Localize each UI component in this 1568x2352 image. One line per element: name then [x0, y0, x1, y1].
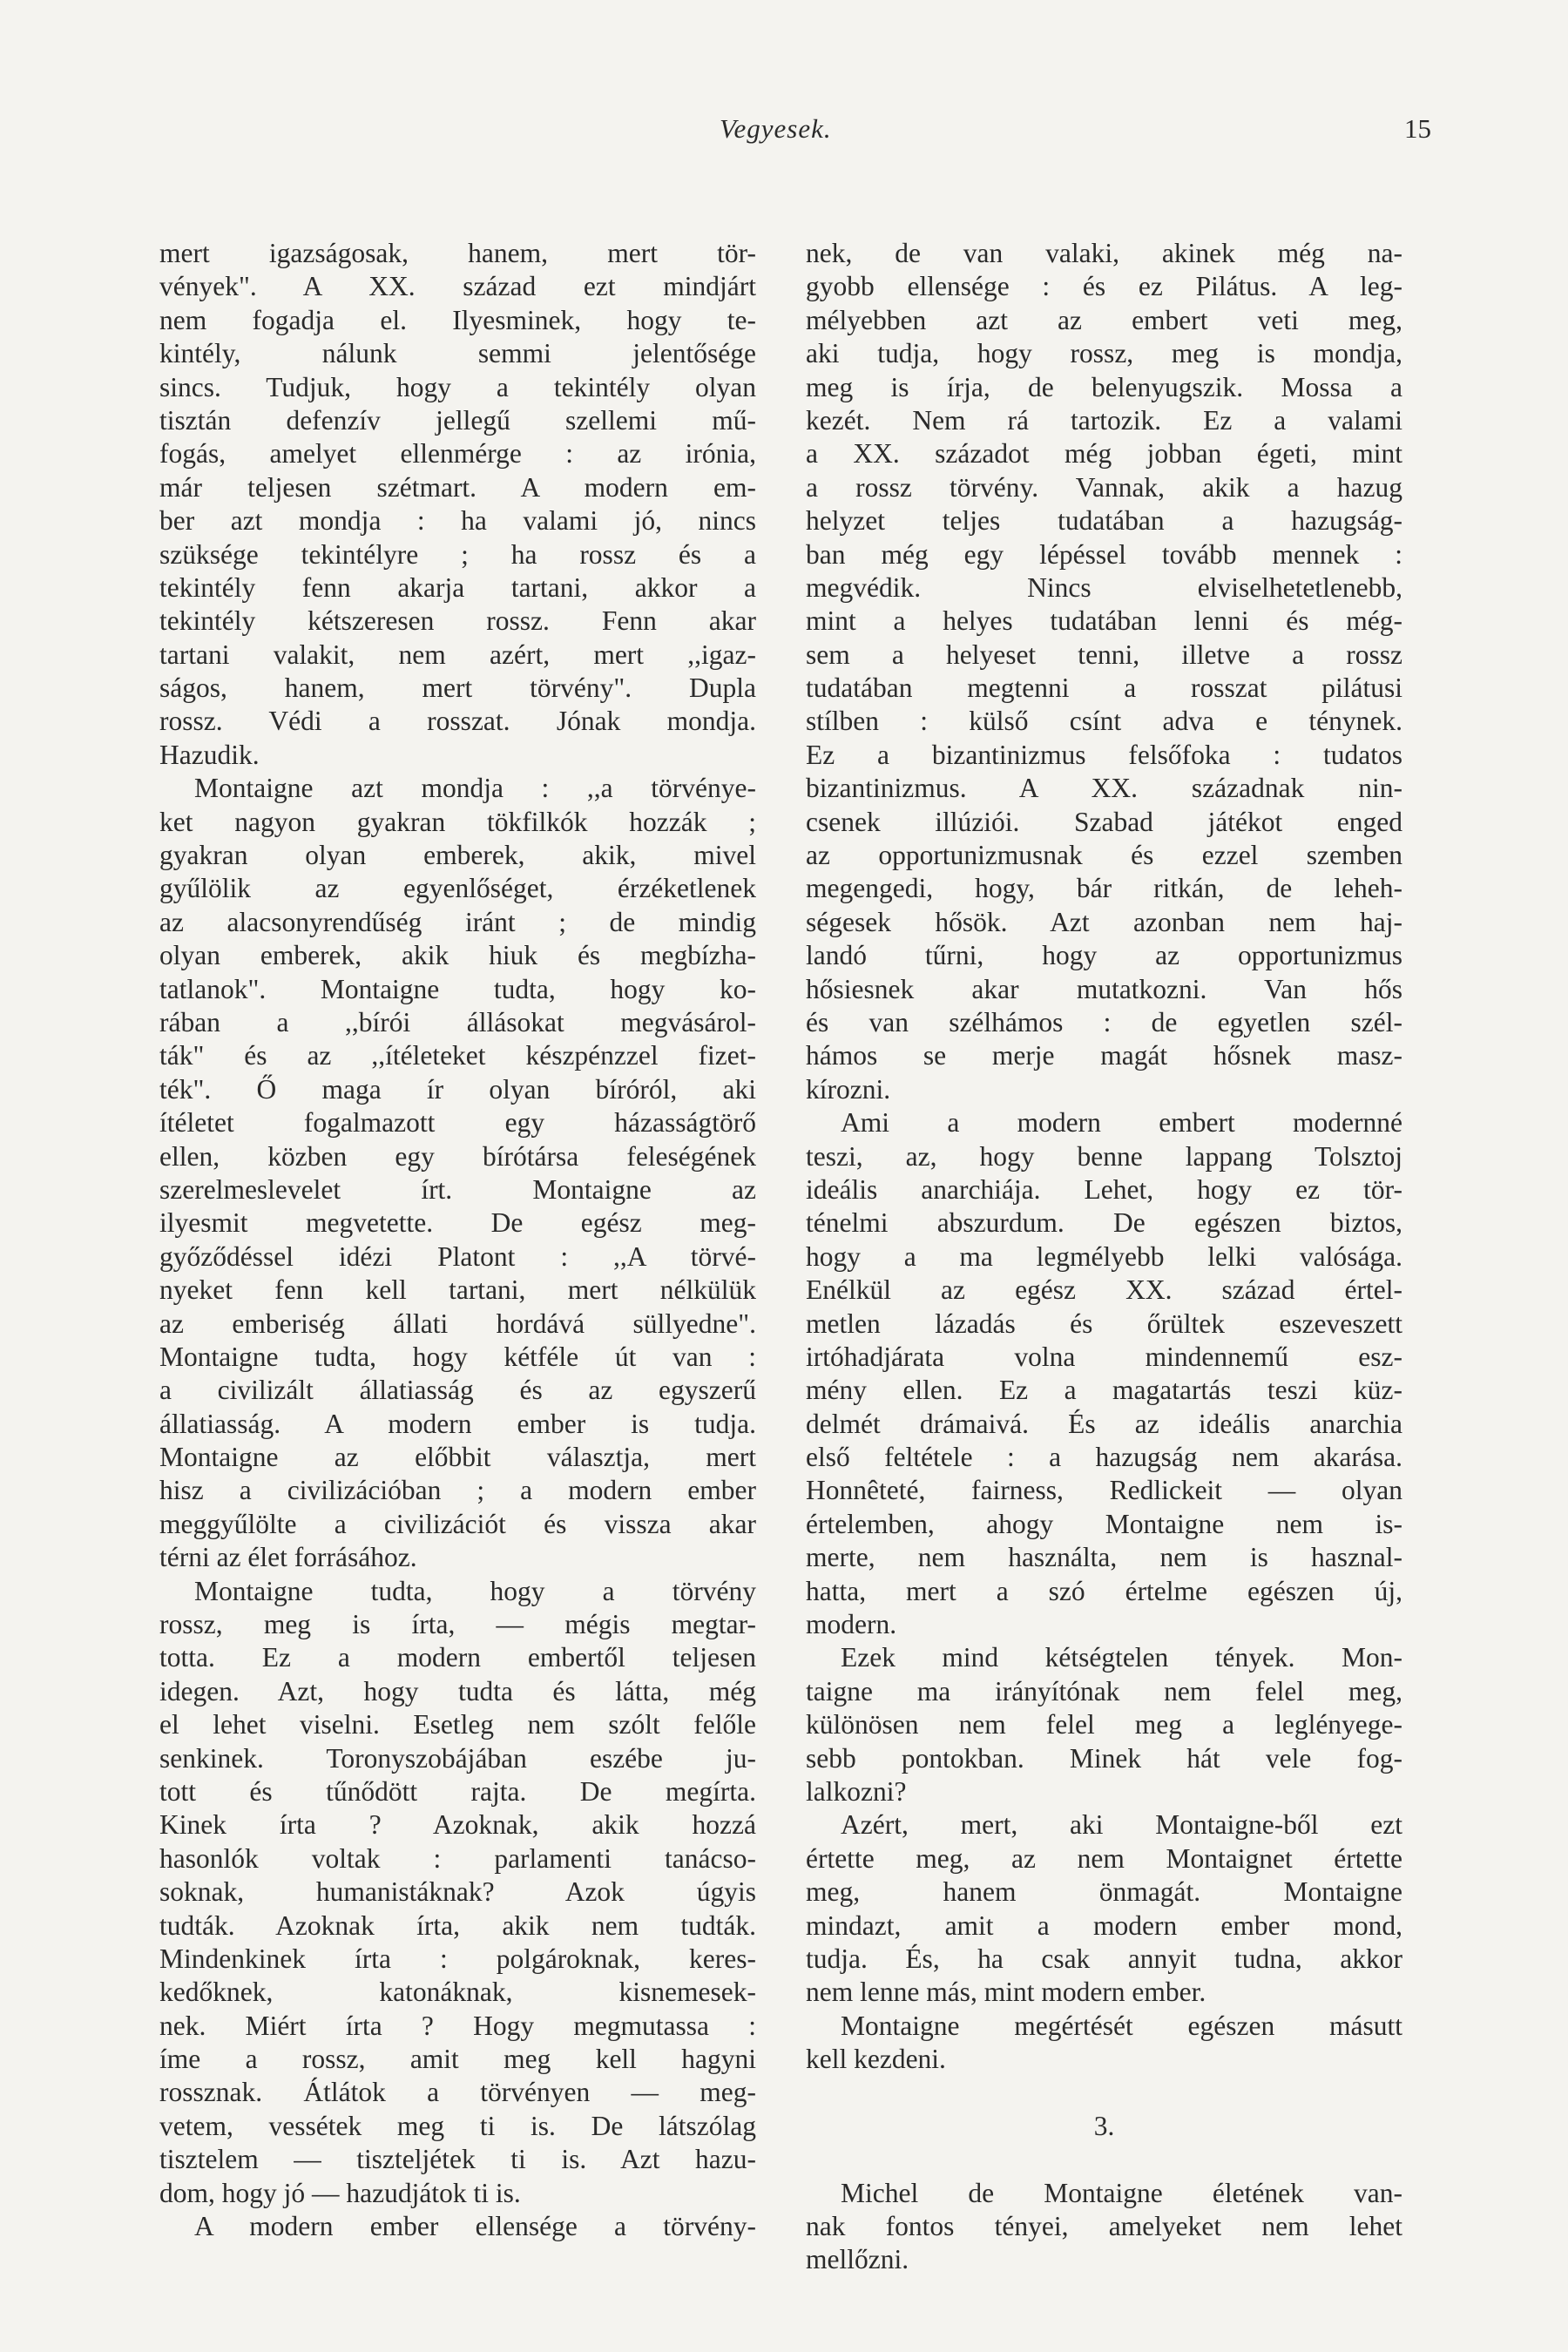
text-line: hasonlók voltak : parlamenti tanácso- [159, 1842, 756, 1874]
text-line: szerelmeslevelet írt. Montaigne az [159, 1173, 756, 1205]
text-line: landó tűrni, hogy az opportunizmus [806, 940, 1402, 971]
text-line: tudatában megtenni a rosszat pilátusi [806, 672, 1402, 704]
text-line: nem fogadja el. Ilyesminek, hogy te- [159, 304, 756, 335]
text-line: kírozni. [806, 1073, 891, 1105]
text-line: sem a helyeset tenni, illetve a rossz [806, 639, 1402, 670]
text-line: Hazudik. [159, 739, 260, 770]
text-line: hámos se merje magát hősnek masz- [806, 1040, 1402, 1071]
text-line: hogy a ma legmélyebb lelki valósága. [806, 1240, 1402, 1272]
text-line: Montaigne megértését egészen másutt [841, 2010, 1402, 2041]
text-line: el lehet viselni. Esetleg nem szólt felőle [159, 1709, 756, 1740]
text-line: rossz. Védi a rosszat. Jónak mondja. [159, 706, 756, 737]
text-line: térni az élet forrásához. [159, 1542, 417, 1573]
text-line: gyakran olyan emberek, akik, mivel [159, 840, 756, 871]
text-line: mindazt, amit a modern ember mond, [806, 1909, 1402, 1941]
text-line: nem lenne más, mint modern ember. [806, 1977, 1206, 2008]
text-line: tekintély kétszeresen rossz. Fenn akar [159, 605, 756, 637]
text-line: Montaigne tudta, hogy kétféle út van : [159, 1341, 756, 1372]
text-line: kezét. Nem rá tartozik. Ez a valami [806, 404, 1402, 436]
text-line: delmét drámaivá. És az ideális anarchia [806, 1408, 1402, 1439]
running-head [0, 113, 1568, 148]
text-line: olyan emberek, akik hiuk és megbízha- [159, 940, 756, 971]
text-line: kell kezdeni. [806, 2044, 946, 2075]
text-line: teszi, az, hogy benne lappang Tolsztoj [806, 1140, 1402, 1172]
text-line: Enélkül az egész XX. század értel- [806, 1274, 1402, 1306]
text-line: kintély, nálunk semmi jelentősége [159, 338, 756, 369]
text-line: tisztelem — tiszteljétek ti is. Azt hazu- [159, 2144, 756, 2175]
text-line: ségesek hősök. Azt azonban nem haj- [806, 906, 1402, 937]
text-line: csenek illúziói. Szabad játékot enged [806, 806, 1402, 837]
text-line: gyobb ellensége : és ez Pilátus. A leg- [806, 271, 1402, 302]
text-line: íme a rossz, amit meg kell hagyni [159, 2044, 756, 2075]
text-line: sebb pontokban. Minek hát vele fog- [806, 1742, 1402, 1774]
text-line: Mindenkinek írta : polgároknak, keres- [159, 1943, 756, 1974]
text-line: nyeket fenn kell tartani, mert nélkülük [159, 1274, 756, 1306]
text-line: meg, hanem önmagát. Montaigne [806, 1876, 1402, 1908]
text-line: mény ellen. Ez a magatartás teszi küz- [806, 1375, 1402, 1406]
running-title: Vegyesek. [720, 113, 832, 144]
text-line: fogás, amelyet ellenmérge : az irónia, [159, 438, 756, 470]
text-line: metlen lázadás és őrültek eszeveszett [806, 1308, 1402, 1339]
text-line: a civilizált állatiasság és az egyszerű [159, 1375, 756, 1406]
text-line: és van szélhámos : de egyetlen szél- [806, 1006, 1402, 1037]
text-line: tott és tűnődött rajta. De megírta. [159, 1775, 756, 1807]
text-line: soknak, humanistáknak? Azok úgyis [159, 1876, 756, 1908]
text-line: Kinek írta ? Azoknak, akik hozzá [159, 1809, 756, 1841]
paragraph-gap [806, 2076, 1402, 2109]
text-line: ilyesmit megvetette. De egész meg- [159, 1207, 756, 1239]
text-line: aki tudja, hogy rossz, meg is mondja, [806, 338, 1402, 369]
text-line: meggyűlölte a civilizációt és vissza akar [159, 1508, 756, 1539]
text-line: ténelmi abszurdum. De egészen biztos, [806, 1207, 1402, 1239]
text-line: Michel de Montaigne életének van- [841, 2177, 1402, 2208]
text-line: bizantinizmus. A XX. századnak nin- [806, 773, 1402, 804]
text-line: a rossz törvény. Vannak, akik a hazug [806, 471, 1402, 503]
text-line: senkinek. Toronyszobájában eszébe ju- [159, 1742, 756, 1774]
text-line: különösen nem felel meg a leglényege- [806, 1709, 1402, 1740]
text-line: tatlanok". Montaigne tudta, hogy ko- [159, 973, 756, 1004]
text-line: merte, nem használta, nem is hasznal- [806, 1542, 1402, 1573]
text-line: Ez a bizantinizmus felsőfoka : tudatos [806, 739, 1402, 770]
text-line: mint a helyes tudatában lenni és még- [806, 605, 1402, 637]
text-line: rában a ,,bírói állásokat megvásárol- [159, 1006, 756, 1037]
text-line: tekintély fenn akarja tartani, akkor a [159, 571, 756, 603]
text-line: hősiesnek akar mutatkozni. Van hős [806, 973, 1402, 1004]
text-line: győződéssel idézi Platont : ,,A törvé- [159, 1240, 756, 1272]
text-line: Montaigne az előbbit választja, mert [159, 1442, 756, 1473]
text-line: már teljesen szétmart. A modern em- [159, 471, 756, 503]
text-line: ellen, közben egy bírótársa feleségének [159, 1140, 756, 1172]
text-line: kedőknek, katonáknak, kisnemesek- [159, 1977, 756, 2008]
section-number: 3. [1093, 2110, 1115, 2141]
text-line: az alacsonyrendűség iránt ; de mindig [159, 906, 756, 937]
text-line: ideális anarchiája. Lehet, hogy ez tör- [806, 1173, 1402, 1205]
text-line: meg is írja, de belenyugszik. Mossa a [806, 371, 1402, 402]
text-line: Honnêteté, fairness, Redlickeit — olyan [806, 1475, 1402, 1506]
text-line: tudja. És, ha csak annyit tudna, akkor [806, 1943, 1402, 1974]
text-line: nek, de van valaki, akinek még na- [806, 238, 1402, 268]
text-line: nek. Miért írta ? Hogy megmutassa : [159, 2010, 756, 2041]
text-line: Ezek mind kétségtelen tények. Mon- [841, 1642, 1402, 1673]
text-line: értelemben, ahogy Montaigne nem is- [806, 1508, 1402, 1539]
text-line: irtóhadjárata volna mindennemű esz- [806, 1341, 1402, 1372]
text-line: ber azt mondja : ha valami jó, nincs [159, 505, 756, 537]
text-line: szüksége tekintélyre ; ha rossz és a [159, 538, 756, 570]
text-line: A modern ember ellensége a törvény- [194, 2211, 756, 2242]
text-line: ságos, hanem, mert törvény". Dupla [159, 672, 756, 704]
text-line: gyűlölik az egyenlőséget, érzéketlenek [159, 873, 756, 904]
text-line: Montaigne azt mondja : ,,a törvénye- [194, 773, 756, 804]
text-line: mellőzni. [806, 2244, 909, 2275]
text-line: állatiasság. A modern ember is tudja. [159, 1408, 756, 1439]
paragraph-gap [806, 2143, 1402, 2176]
text-line: megengedi, hogy, bár ritkán, de leheh- [806, 873, 1402, 904]
text-line: dom, hogy jó — hazudjátok ti is. [159, 2177, 521, 2208]
text-line: taigne ma irányítónak nem felel meg, [806, 1675, 1402, 1707]
text-line: rossznak. Átlátok a törvényen — meg- [159, 2077, 756, 2108]
text-line: ték". Ő maga ír olyan bíróról, aki [159, 1073, 756, 1105]
text-line: mert igazságosak, hanem, mert tör- [159, 238, 756, 268]
text-line: modern. [806, 1609, 897, 1640]
text-line: ítéletet fogalmazott egy házasságtörő [159, 1107, 756, 1139]
text-line: rossz, meg is írta, — mégis megtar- [159, 1609, 756, 1640]
text-line: idegen. Azt, hogy tudta és látta, még [159, 1675, 756, 1707]
text-line: hisz a civilizációban ; a modern ember [159, 1475, 756, 1506]
text-line: ták" és az ,,ítéleteket készpénzzel fizet- [159, 1040, 756, 1071]
text-line: tudták. Azoknak írta, akik nem tudták. [159, 1909, 756, 1941]
text-line: Azért, mert, aki Montaigne-ből ezt [841, 1809, 1402, 1841]
text-line: a XX. századot még jobban égeti, mint [806, 438, 1402, 470]
text-line: helyzet teljes tudatában a hazugság- [806, 505, 1402, 537]
text-line: értette meg, az nem Montaignet értette [806, 1842, 1402, 1874]
text-line: sincs. Tudjuk, hogy a tekintély olyan [159, 371, 756, 402]
text-line: első feltétele : a hazugság nem akarása. [806, 1442, 1402, 1473]
text-line: Ami a modern embert modernné [841, 1107, 1402, 1139]
text-line: tartani valakit, nem azért, mert ,,igaz- [159, 639, 756, 670]
text-line: tisztán defenzív jellegű szellemi mű- [159, 404, 756, 436]
text-line: lalkozni? [806, 1775, 907, 1807]
text-line: megvédik. Nincs elviselhetetlenebb, [806, 571, 1402, 603]
text-line: vények". A XX. század ezt mindjárt [159, 271, 756, 302]
text-line: stílben : külső csínt adva e ténynek. [806, 706, 1402, 737]
page-number: 15 [1404, 113, 1431, 144]
left-text-column [159, 237, 756, 2243]
text-line: vetem, vessétek meg ti is. De látszólag [159, 2110, 756, 2141]
right-text-column [806, 237, 1402, 2277]
text-line: mélyebben azt az embert veti meg, [806, 304, 1402, 335]
text-line: az opportunizmusnak és ezzel szemben [806, 840, 1402, 871]
text-line: ket nagyon gyakran tökfilkók hozzák ; [159, 806, 756, 837]
text-line: totta. Ez a modern embertől teljesen [159, 1642, 756, 1673]
text-line: Montaigne tudta, hogy a törvény [194, 1575, 756, 1606]
text-line: nak fontos tényei, amelyeket nem lehet [806, 2211, 1402, 2242]
text-line: hatta, mert a szó értelme egészen új, [806, 1575, 1402, 1606]
text-line: ban még egy lépéssel tovább mennek : [806, 538, 1402, 570]
text-line: az emberiség állati hordává süllyedne". [159, 1308, 756, 1339]
